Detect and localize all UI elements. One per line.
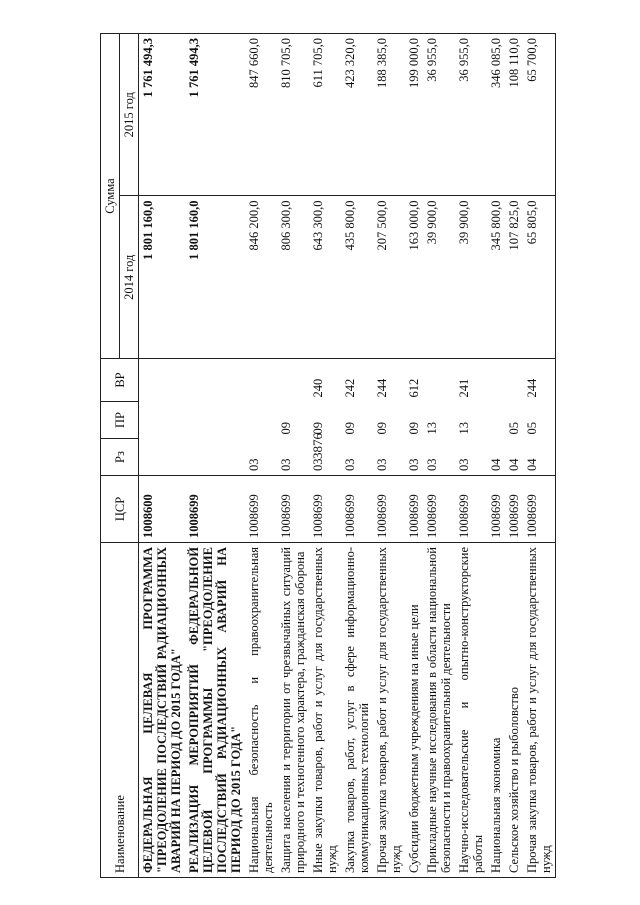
- table-row: [455, 34, 487, 878]
- row-vr: [505, 359, 523, 402]
- row-name: Иные закупки товаров, работ и услуг для государственных нужд: [309, 543, 341, 878]
- row-csr: 1008699: [277, 476, 309, 543]
- row-sum-2015: 1 761 494,3: [185, 34, 245, 197]
- row-sum-2014: 39 900,0: [423, 196, 455, 359]
- header-rz: Рз: [101, 439, 139, 476]
- row-sum-2014: 1 801 160,0: [139, 196, 186, 359]
- row-csr: 1008699: [455, 476, 487, 543]
- row-rz: 03: [457, 458, 471, 471]
- row-vr: [185, 359, 245, 402]
- row-rz: 03: [425, 458, 439, 471]
- row-name: Научно-исследовательские и опытно-конструкторские работы: [455, 543, 487, 878]
- table-row: [405, 34, 423, 878]
- row-rz: 04: [507, 458, 521, 471]
- table-row: [309, 34, 341, 878]
- row-name: РЕАЛИЗАЦИЯ МЕРОПРИЯТИЙ ФЕДЕРАЛЬНОЙ ЦЕЛЕВОЙ ПРОГРАММЫ "ПРЕОДОЛЕНИЕ ПОСЛЕДСТВИЙ РАДИАЦИОННЫХ АВАРИЙ НА ПЕРИОД ДО 2015 ГОДА": [185, 543, 245, 878]
- row-name: ФЕДЕРАЛЬНАЯ ЦЕЛЕВАЯ ПРОГРАММА "ПРЕОДОЛЕНИЕ ПОСЛЕДСТВИЙ РАДИАЦИОННЫХ АВАРИЙ НА ПЕРИОД ДО 2015 ГОДА": [139, 543, 186, 878]
- row-pr: 13: [425, 422, 439, 435]
- table-row: [487, 34, 505, 878]
- row-sum-2014: 163 000,0: [405, 196, 423, 359]
- table-row: [373, 34, 405, 878]
- row-sum-2015: 36 955,0: [423, 34, 455, 197]
- row-sum-2015: 810 705,0: [277, 34, 309, 197]
- header-csr: ЦСР: [101, 476, 139, 543]
- row-sum-2014: 435 800,0: [341, 196, 373, 359]
- row-sum-2015: 199 000,0: [405, 34, 423, 197]
- row-pr: [245, 402, 277, 439]
- row-sum-2014: 1 801 160,0: [185, 196, 245, 359]
- row-sum-2015: 108 110,0: [505, 34, 523, 197]
- row-sum-2014: 643 300,0: [309, 196, 341, 359]
- rotated-page: [100, 33, 590, 878]
- row-rz: 03: [279, 458, 293, 471]
- row-name: Закупка товаров, работ, услуг в сфере информационно-коммуникационных технологий: [341, 543, 373, 878]
- row-pr: [139, 402, 186, 439]
- header-sum: Сумма: [101, 34, 120, 359]
- table-row: [505, 34, 523, 878]
- row-pr: 09: [311, 422, 325, 435]
- row-csr: 1008699: [523, 476, 556, 543]
- budget-table: [100, 33, 556, 878]
- table-header: [101, 34, 139, 878]
- row-vr: [487, 359, 505, 402]
- row-rz: 03: [311, 458, 325, 471]
- row-csr: 1008699: [487, 476, 505, 543]
- row-pr: 13: [457, 422, 471, 435]
- row-rz: 04: [489, 458, 503, 471]
- row-sum-2014: 39 900,0: [455, 196, 487, 359]
- row-csr: 1008699: [185, 476, 245, 543]
- row-name: Сельское хозяйство и рыболовство: [505, 543, 523, 878]
- row-rz: 03: [343, 458, 357, 471]
- row-csr: 1008600: [139, 476, 186, 543]
- row-name: Национальная безопасность и правоохранительная деятельность: [245, 543, 277, 878]
- row-rz: 04: [523, 439, 556, 476]
- table-row: [523, 34, 556, 878]
- row-pr: 05: [523, 402, 556, 439]
- row-vr: [245, 359, 277, 402]
- row-vr: 242: [341, 359, 373, 402]
- row-name: Защита населения и территории от чрезвычайных ситуаций природного и техногенного характера, гражданская оборона: [277, 543, 309, 878]
- table-row: [139, 34, 186, 878]
- row-csr: 1008699: [373, 476, 405, 543]
- table-row: [277, 34, 309, 878]
- row-pr: 09: [279, 422, 293, 435]
- row-pr: 09: [343, 422, 357, 435]
- table-row: [245, 34, 277, 878]
- row-name: Прочая закупка товаров, работ и услуг для государственных нужд: [523, 543, 556, 878]
- row-sum-2015: 1 761 494,3: [139, 34, 186, 197]
- row-rz: 03: [407, 458, 421, 471]
- row-name: Национальная экономика: [487, 543, 505, 878]
- header-year-2015: 2015 год: [120, 34, 139, 197]
- row-name: Прикладные научные исследования в области национальной безопасности и правоохранительной деятельности: [423, 543, 455, 878]
- row-sum-2015: 847 660,0: [245, 34, 277, 197]
- row-pr: 09: [407, 422, 421, 435]
- header-vr: ВР: [101, 359, 139, 402]
- row-vr: 241: [455, 359, 487, 402]
- row-pr: 09: [375, 422, 389, 435]
- row-rz: [185, 439, 245, 476]
- row-csr: 1008699: [423, 476, 455, 543]
- row-vr: 244: [373, 359, 405, 402]
- row-sum-2015: 611 705,0: [309, 34, 341, 197]
- row-sum-2014: 345 800,0: [487, 196, 505, 359]
- row-sum-2014: 846 200,0: [245, 196, 277, 359]
- table-body: [139, 34, 556, 878]
- row-csr: 1008699: [341, 476, 373, 543]
- row-rz: 03: [247, 458, 261, 471]
- row-vr: 240: [309, 359, 341, 402]
- row-csr: 1008699: [309, 476, 341, 543]
- row-vr: [139, 359, 186, 402]
- row-sum-2015: 188 385,0: [373, 34, 405, 197]
- row-name: Субсидии бюджетным учреждениям на иные цели: [405, 543, 423, 878]
- row-csr: 1008699: [405, 476, 423, 543]
- row-csr: 1008699: [245, 476, 277, 543]
- row-vr: 244: [523, 359, 556, 402]
- table-row: [341, 34, 373, 878]
- row-sum-2014: 107 825,0: [505, 196, 523, 359]
- row-sum-2015: 346 085,0: [487, 34, 505, 197]
- table-row: [423, 34, 455, 878]
- page-number: 3876: [310, 433, 325, 459]
- header-name: Наименование: [101, 543, 139, 878]
- row-csr: 1008699: [505, 476, 523, 543]
- row-rz: [139, 439, 186, 476]
- row-pr: [185, 402, 245, 439]
- row-sum-2015: 36 955,0: [455, 34, 487, 197]
- row-sum-2014: 207 500,0: [373, 196, 405, 359]
- header-pr: ПР: [101, 402, 139, 439]
- row-pr: [487, 402, 505, 439]
- row-sum-2015: 65 700,0: [523, 34, 556, 197]
- row-vr: [423, 359, 455, 402]
- row-vr: 612: [405, 359, 423, 402]
- table-row: [185, 34, 245, 878]
- header-year-2014: 2014 год: [120, 196, 139, 359]
- row-sum-2014: 806 300,0: [277, 196, 309, 359]
- row-name: Прочая закупка товаров, работ и услуг для государственных нужд: [373, 543, 405, 878]
- row-rz: 03: [375, 458, 389, 471]
- row-sum-2014: 65 805,0: [523, 196, 556, 359]
- row-pr: 05: [507, 422, 521, 435]
- row-vr: [277, 359, 309, 402]
- row-sum-2015: 423 320,0: [341, 34, 373, 197]
